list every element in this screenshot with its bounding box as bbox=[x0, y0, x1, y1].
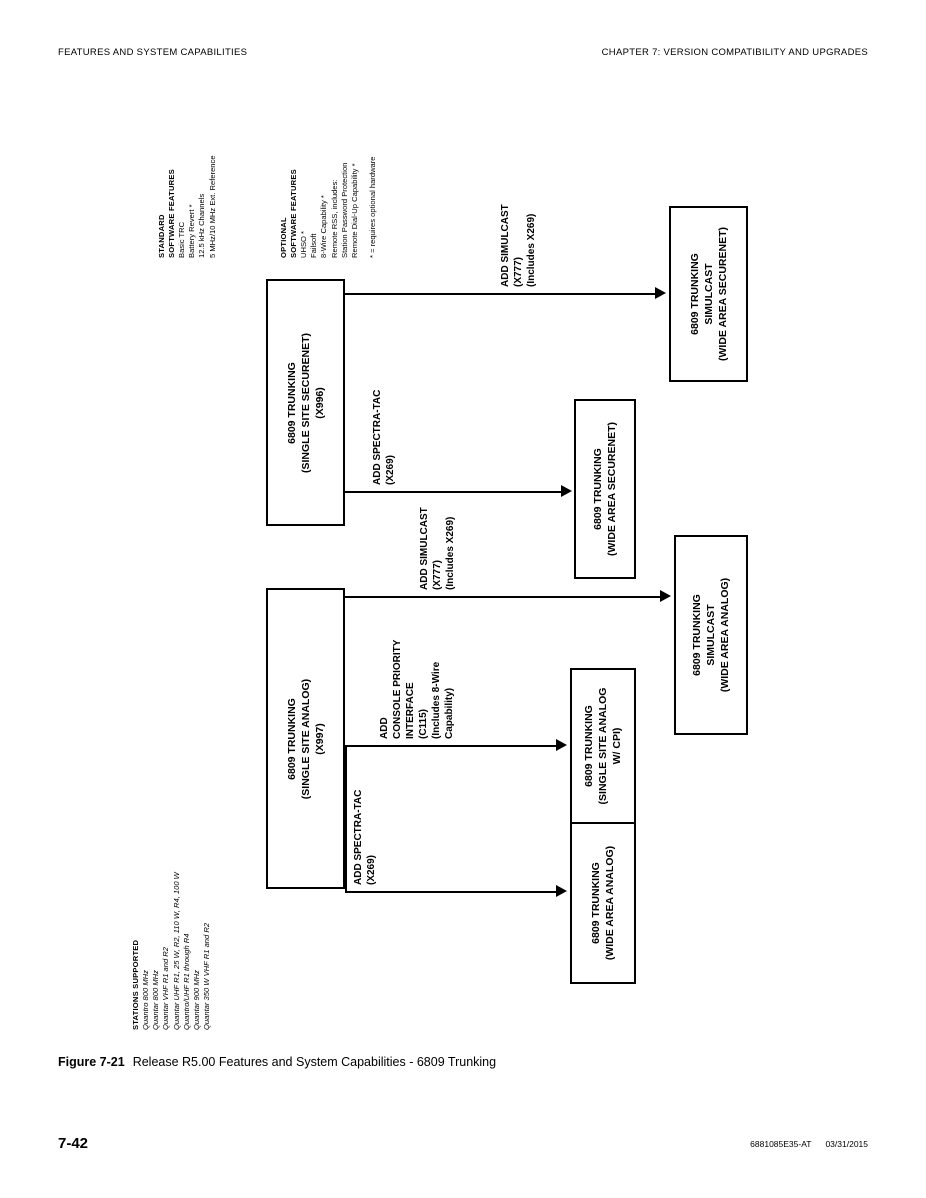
legend-optional-item-5: Remote Dial-Up Capability * bbox=[350, 163, 360, 258]
arrowhead-ssa-to-ssacpi bbox=[556, 739, 567, 751]
box-wasimsn-line1: 6809 TRUNKING bbox=[688, 253, 701, 335]
figure-caption-number: Figure 7-21 bbox=[58, 1055, 125, 1069]
legend-standard-item-3: 5 MHz/10 MHz Ext. Reference bbox=[207, 155, 217, 258]
header-right: CHAPTER 7: VERSION COMPATIBILITY AND UPGRADES bbox=[601, 47, 868, 58]
connector-ssa-to-waa bbox=[345, 891, 558, 893]
box-wide-area-securenet bbox=[574, 399, 636, 579]
connector-ssa-to-wasima bbox=[345, 596, 662, 598]
box-ssn-line3: (X996) bbox=[313, 386, 326, 419]
label-cpi-l3: INTERFACE bbox=[405, 682, 416, 739]
box-ssa-line3: (X997) bbox=[313, 722, 326, 755]
box-ssacpi-line3: W/ CPI) bbox=[611, 727, 623, 765]
label-add-simulcast-x777-mid bbox=[418, 507, 457, 590]
footer-doc-number: 6881085E35-AT bbox=[750, 1139, 812, 1149]
legend-optional-item-4: Station Password Protection bbox=[339, 162, 349, 258]
label-st-upper-l1: ADD SPECTRA-TAC bbox=[372, 389, 383, 485]
box-waa-label bbox=[589, 846, 617, 960]
legend-optional-item-0: UHSO * bbox=[299, 230, 308, 258]
box-ssa-line1: 6809 TRUNKING bbox=[285, 697, 298, 780]
connector-ssa-to-ssacpi bbox=[345, 745, 558, 747]
legend-optional-item-3: Remote RSS, includes: bbox=[329, 179, 339, 258]
box-single-site-analog bbox=[266, 588, 345, 889]
legend-standard-title-2: SOFTWARE FEATURES bbox=[167, 169, 176, 258]
legend-optional-software bbox=[279, 156, 378, 258]
legend-optional-title-1: OPTIONAL bbox=[279, 217, 288, 258]
label-add-simulcast-x777-top bbox=[499, 204, 538, 287]
legend-optional-item-2: 8-Wire Capability * bbox=[319, 195, 329, 258]
label-simulcast-top-l3: (Includes X269) bbox=[526, 213, 537, 287]
label-simulcast-mid-l1: ADD SIMULCAST bbox=[419, 507, 430, 590]
box-ssn-line2: (SINGLE SITE SECURENET) bbox=[299, 332, 312, 473]
label-cpi-l4: (C115) bbox=[418, 708, 429, 739]
box-ssn-line1: 6809 TRUNKING bbox=[285, 361, 298, 444]
legend-stations-item-2: Quantar VHF R1 and R2 bbox=[161, 946, 171, 1030]
legend-stations-item-6: Quantar 350 W VHF R1 and R2 bbox=[202, 922, 212, 1030]
box-wide-area-simulcast-analog bbox=[674, 535, 748, 735]
legend-optional-item-1: Failsoft bbox=[309, 233, 319, 258]
label-add-cpi bbox=[378, 640, 456, 739]
box-wasima-label bbox=[690, 578, 732, 692]
label-simulcast-mid-l3: (Includes X269) bbox=[445, 516, 456, 590]
box-ssacpi-line1: 6809 TRUNKING bbox=[583, 705, 595, 787]
box-wasn-label bbox=[591, 422, 619, 556]
box-single-site-securenet-label bbox=[285, 332, 327, 472]
legend-stations-title: STATIONS SUPPORTED bbox=[131, 939, 140, 1030]
legend-standard-item-2: 12.5 kHz Channels bbox=[197, 193, 207, 258]
label-cpi-l2: CONSOLE PRIORITY bbox=[392, 639, 403, 739]
label-st-lower-l2: (X269) bbox=[366, 854, 377, 885]
legend-optional-footnote: * = requires optional hardware bbox=[368, 156, 378, 258]
box-wasimsn-line3: (WIDE AREA SECURENET) bbox=[716, 227, 729, 361]
legend-stations-item-0: Quantro 800 MHz bbox=[141, 970, 150, 1030]
box-single-site-analog-cpi bbox=[570, 668, 636, 824]
label-cpi-l5: (Includes 8-Wire bbox=[431, 661, 442, 739]
legend-stations-item-1: Quantar 800 MHz bbox=[151, 970, 161, 1030]
arrowhead-ssa-to-waa bbox=[556, 885, 567, 897]
label-simulcast-top-l1: ADD SIMULCAST bbox=[500, 204, 511, 287]
legend-standard-item-0: Basic TRC bbox=[177, 221, 186, 258]
header-left: FEATURES AND SYSTEM CAPABILITIES bbox=[58, 47, 248, 58]
box-ssa-line2: (SINGLE SITE ANALOG) bbox=[299, 678, 312, 799]
label-simulcast-top-l2: (X777) bbox=[513, 256, 524, 287]
box-wasimsn-line2: SIMULCAST bbox=[702, 263, 715, 325]
legend-stations-supported bbox=[131, 872, 212, 1030]
box-wasima-line3: (WIDE AREA ANALOG) bbox=[719, 577, 731, 693]
label-cpi-l6: Capability) bbox=[444, 687, 455, 739]
page-number: 7-42 bbox=[58, 1135, 89, 1152]
arrowhead-ssn-to-wasimsn bbox=[655, 287, 666, 299]
legend-optional-title-2: SOFTWARE FEATURES bbox=[289, 169, 298, 258]
box-ssacpi-label bbox=[582, 688, 624, 805]
label-cpi-l1: ADD bbox=[379, 717, 390, 739]
label-simulcast-mid-l2: (X777) bbox=[432, 559, 443, 590]
legend-stations-item-4: Quantro/UHF R1 through R4 bbox=[181, 933, 191, 1030]
box-wasima-line1: 6809 TRUNKING bbox=[691, 594, 703, 676]
arrowhead-ssn-to-wasn bbox=[561, 485, 572, 497]
footer-date: 03/31/2015 bbox=[825, 1139, 868, 1149]
box-wide-area-simulcast-securenet bbox=[669, 206, 748, 382]
connector-ssn-to-wasn bbox=[345, 491, 563, 493]
box-wasn-line2: (WIDE AREA SECURENET) bbox=[606, 422, 618, 556]
legend-standard-software bbox=[157, 155, 218, 258]
box-ssacpi-line2: (SINGLE SITE ANALOG bbox=[597, 687, 609, 805]
footer-docid bbox=[736, 1139, 868, 1149]
figure-caption-text: Release R5.00 Features and System Capabilities - 6809 Trunking bbox=[132, 1055, 497, 1069]
label-add-spectratac-upper bbox=[371, 390, 397, 485]
box-wasimsn-label bbox=[688, 227, 730, 361]
label-st-lower-l1: ADD SPECTRA-TAC bbox=[353, 789, 364, 885]
label-add-spectratac-lower bbox=[352, 790, 378, 885]
connector-ssn-to-wasimsn bbox=[345, 293, 657, 295]
connector-ssa-drop bbox=[345, 745, 347, 893]
box-waa-line2: (WIDE AREA ANALOG) bbox=[604, 845, 616, 961]
box-waa-line1: 6809 TRUNKING bbox=[590, 862, 602, 944]
legend-stations-item-3: Quantar UHF R1, 25 W, R2, 110 W, R4, 100 W bbox=[171, 872, 181, 1030]
box-ssa-label bbox=[285, 678, 327, 798]
legend-standard-item-1: Battery Revert * bbox=[187, 204, 197, 258]
box-wasn-line1: 6809 TRUNKING bbox=[592, 448, 604, 530]
box-wasima-line2: SIMULCAST bbox=[705, 604, 717, 666]
legend-standard-title-1: STANDARD bbox=[157, 214, 166, 258]
figure-caption bbox=[58, 1055, 496, 1069]
legend-stations-item-5: Quantar 900 MHz bbox=[192, 970, 202, 1030]
label-st-upper-l2: (X269) bbox=[385, 454, 396, 485]
box-single-site-securenet bbox=[266, 279, 345, 526]
box-wide-area-analog bbox=[570, 822, 636, 984]
arrowhead-ssa-to-wasima bbox=[660, 590, 671, 602]
